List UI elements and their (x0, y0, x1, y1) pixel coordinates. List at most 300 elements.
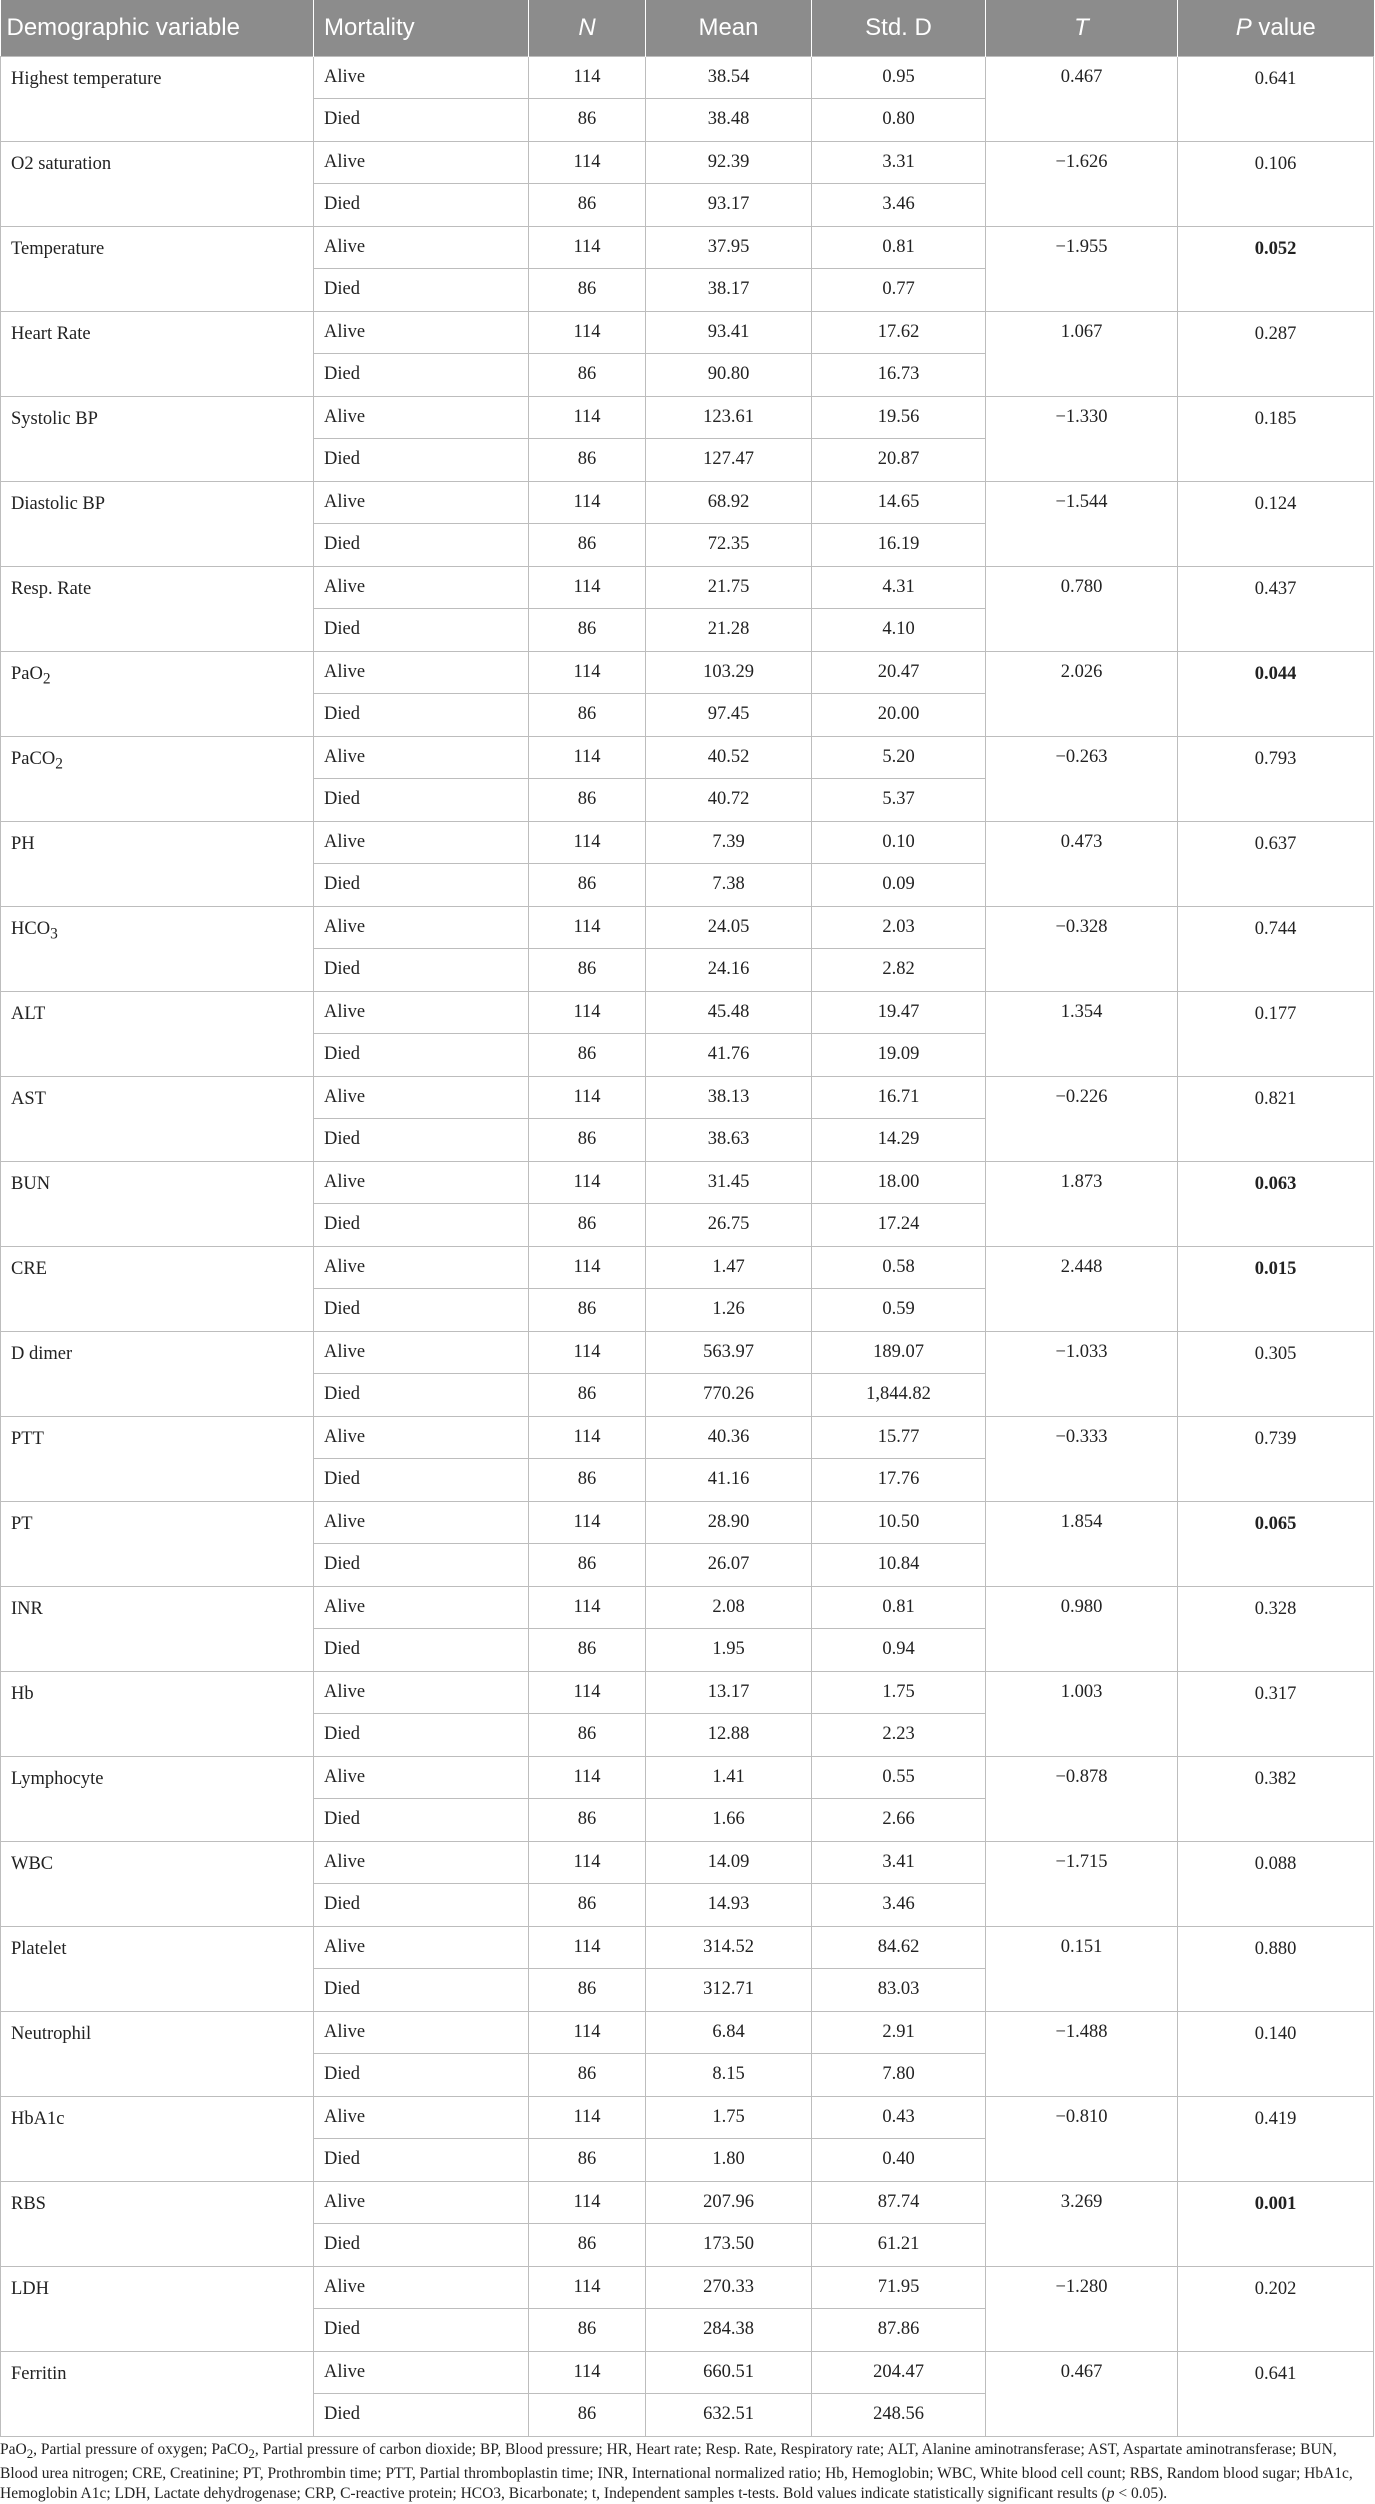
n-cell: 86 (529, 1714, 646, 1757)
mean-cell: 93.17 (646, 184, 812, 227)
n-cell: 86 (529, 1799, 646, 1842)
mortality-cell: Alive (314, 2181, 529, 2224)
variable-name: WBC (11, 1853, 54, 1874)
variable-name: Diastolic BP (11, 493, 106, 514)
n-cell: 86 (529, 694, 646, 737)
table-footnote (0, 2440, 1373, 2504)
std-cell: 87.74 (812, 2181, 986, 2224)
variable-cell (1, 1841, 314, 1926)
variable-subscript: 2 (55, 755, 63, 773)
mortality-cell: Died (314, 1034, 529, 1077)
t-cell: 0.473 (986, 821, 1178, 864)
mortality-cell: Alive (314, 2011, 529, 2054)
t-cell-empty (986, 1119, 1178, 1162)
table-row (1, 2266, 1374, 2309)
t-cell: 0.467 (986, 2351, 1178, 2394)
mean-cell: 270.33 (646, 2266, 812, 2309)
p-value-cell: 0.437 (1178, 566, 1374, 651)
std-cell: 10.84 (812, 1544, 986, 1587)
mortality-cell: Alive (314, 1586, 529, 1629)
mean-cell: 1.47 (646, 1246, 812, 1289)
std-cell: 3.31 (812, 141, 986, 184)
p-value-cell: 0.088 (1178, 1841, 1374, 1926)
n-cell: 86 (529, 1204, 646, 1247)
header-mortality: Mortality (314, 0, 529, 56)
p-value-cell: 0.821 (1178, 1076, 1374, 1161)
n-cell: 114 (529, 651, 646, 694)
table-row (1, 1416, 1374, 1459)
variable-name: PaO (11, 663, 43, 684)
std-cell: 2.23 (812, 1714, 986, 1757)
header-p-rest: value (1251, 13, 1316, 41)
n-cell: 86 (529, 949, 646, 992)
variable-cell (1, 821, 314, 906)
mean-cell: 24.16 (646, 949, 812, 992)
table-row (1, 1841, 1374, 1884)
header-p-letter: P (1235, 13, 1252, 41)
n-cell: 86 (529, 1374, 646, 1417)
mortality-cell: Died (314, 2309, 529, 2352)
variable-name: Systolic BP (11, 408, 98, 429)
mortality-cell: Alive (314, 1756, 529, 1799)
mortality-cell: Alive (314, 1161, 529, 1204)
std-cell: 0.40 (812, 2139, 986, 2182)
variable-cell (1, 1756, 314, 1841)
mean-cell: 38.48 (646, 99, 812, 142)
std-cell: 17.24 (812, 1204, 986, 1247)
n-cell: 86 (529, 2394, 646, 2437)
t-cell: −1.488 (986, 2011, 1178, 2054)
mean-cell: 1.95 (646, 1629, 812, 1672)
n-cell: 114 (529, 56, 646, 99)
std-cell: 83.03 (812, 1969, 986, 2012)
mean-cell: 123.61 (646, 396, 812, 439)
t-cell: 0.780 (986, 566, 1178, 609)
t-cell: −1.626 (986, 141, 1178, 184)
variable-subscript: 3 (50, 925, 58, 943)
mean-cell: 45.48 (646, 991, 812, 1034)
n-cell: 114 (529, 1331, 646, 1374)
variable-cell (1, 1331, 314, 1416)
footnote-pao: PaO (0, 2441, 27, 2458)
t-cell: 1.873 (986, 1161, 1178, 1204)
variable-cell (1, 1416, 314, 1501)
variable-cell (1, 1246, 314, 1331)
variable-cell (1, 1161, 314, 1246)
mean-cell: 127.47 (646, 439, 812, 482)
n-cell: 114 (529, 2096, 646, 2139)
t-cell-empty (986, 2054, 1178, 2097)
p-value-cell: 0.063 (1178, 1161, 1374, 1246)
variable-cell (1, 651, 314, 736)
mean-cell: 14.09 (646, 1841, 812, 1884)
t-cell-empty (986, 1459, 1178, 1502)
std-cell: 248.56 (812, 2394, 986, 2437)
footnote-abbreviations: , Partial pressure of carbon dioxide; BP, Blood pressure; HR, Heart rate; Resp. Rate, Respiratory rate; ALT, Alanine aminotransferase; AST, Aspartate aminotransferase; BUN, Blood urea nitrogen; CRE, Creatinine; PT, Prothrombin time; PTT, Partial thromboplastin time; INR, International normalized ratio; Hb, Hemoglobin; WBC, White blood cell count; RBS, Random blood sugar; HbA1c, Hemoglobin A1c; LDH, Lactate dehydrogenase; CRP, C-reactive protein; HCO3, Bicarbonate; t, Independent samples t-tests. Bold values indicate statistically significant results ( (0, 2441, 1353, 2503)
table-row (1, 2011, 1374, 2054)
mortality-cell: Died (314, 609, 529, 652)
std-cell: 17.76 (812, 1459, 986, 1502)
p-value-cell: 0.124 (1178, 481, 1374, 566)
mean-cell: 1.80 (646, 2139, 812, 2182)
mean-cell: 38.63 (646, 1119, 812, 1162)
p-value-cell: 0.202 (1178, 2266, 1374, 2351)
header-row (1, 0, 1374, 56)
t-cell: 0.467 (986, 56, 1178, 99)
table-row (1, 2096, 1374, 2139)
mortality-cell: Died (314, 864, 529, 907)
variable-cell (1, 566, 314, 651)
mean-cell: 28.90 (646, 1501, 812, 1544)
table-row (1, 141, 1374, 184)
table-row (1, 481, 1374, 524)
variable-cell (1, 1671, 314, 1756)
variable-cell (1, 311, 314, 396)
std-cell: 0.81 (812, 1586, 986, 1629)
mortality-cell: Died (314, 1629, 529, 1672)
n-cell: 86 (529, 1289, 646, 1332)
table-row (1, 1926, 1374, 1969)
mortality-cell: Died (314, 524, 529, 567)
mean-cell: 38.13 (646, 1076, 812, 1119)
variable-name: PTT (11, 1428, 44, 1449)
std-cell: 19.47 (812, 991, 986, 1034)
t-cell-empty (986, 1629, 1178, 1672)
n-cell: 114 (529, 226, 646, 269)
std-cell: 3.41 (812, 1841, 986, 1884)
table-row (1, 821, 1374, 864)
variable-cell (1, 906, 314, 991)
mortality-cell: Died (314, 1204, 529, 1247)
mortality-cell: Died (314, 1884, 529, 1927)
mean-cell: 8.15 (646, 2054, 812, 2097)
mean-cell: 563.97 (646, 1331, 812, 1374)
mortality-cell: Died (314, 1459, 529, 1502)
mortality-cell: Alive (314, 311, 529, 354)
t-cell: −0.810 (986, 2096, 1178, 2139)
std-cell: 0.43 (812, 2096, 986, 2139)
variable-cell (1, 991, 314, 1076)
mean-cell: 314.52 (646, 1926, 812, 1969)
mortality-cell: Died (314, 694, 529, 737)
std-cell: 17.62 (812, 311, 986, 354)
table-row (1, 566, 1374, 609)
variable-name: INR (11, 1598, 43, 1619)
mortality-cell: Died (314, 99, 529, 142)
mean-cell: 103.29 (646, 651, 812, 694)
mean-cell: 37.95 (646, 226, 812, 269)
mortality-cell: Alive (314, 56, 529, 99)
n-cell: 114 (529, 1756, 646, 1799)
variable-name: Temperature (11, 238, 105, 259)
std-cell: 20.87 (812, 439, 986, 482)
t-cell-empty (986, 1289, 1178, 1332)
t-cell: −0.333 (986, 1416, 1178, 1459)
t-cell-empty (986, 1969, 1178, 2012)
t-cell-empty (986, 524, 1178, 567)
t-cell: 2.448 (986, 1246, 1178, 1289)
t-cell-empty (986, 1204, 1178, 1247)
mean-cell: 72.35 (646, 524, 812, 567)
n-cell: 86 (529, 2054, 646, 2097)
std-cell: 0.59 (812, 1289, 986, 1332)
mortality-cell: Died (314, 1714, 529, 1757)
variable-name: Lymphocyte (11, 1768, 104, 1789)
variable-name: AST (11, 1088, 46, 1109)
n-cell: 86 (529, 184, 646, 227)
mean-cell: 7.38 (646, 864, 812, 907)
mortality-cell: Died (314, 1799, 529, 1842)
p-value-cell: 0.739 (1178, 1416, 1374, 1501)
table-row (1, 1671, 1374, 1714)
n-cell: 114 (529, 1671, 646, 1714)
n-cell: 114 (529, 906, 646, 949)
mortality-cell: Alive (314, 566, 529, 609)
table-row (1, 736, 1374, 779)
t-cell-empty (986, 1884, 1178, 1927)
std-cell: 0.09 (812, 864, 986, 907)
p-value-cell: 0.001 (1178, 2181, 1374, 2266)
n-cell: 86 (529, 524, 646, 567)
variable-name: O2 saturation (11, 153, 112, 174)
table-row (1, 56, 1374, 99)
t-cell-empty (986, 99, 1178, 142)
variable-name: Resp. Rate (11, 578, 92, 599)
t-cell: 0.151 (986, 1926, 1178, 1969)
header-std-d: Std. D (812, 0, 986, 56)
std-cell: 0.94 (812, 1629, 986, 1672)
mortality-cell: Alive (314, 1926, 529, 1969)
mean-cell: 93.41 (646, 311, 812, 354)
mortality-cell: Alive (314, 1076, 529, 1119)
std-cell: 0.81 (812, 226, 986, 269)
p-value-cell: 0.287 (1178, 311, 1374, 396)
t-cell: −0.878 (986, 1756, 1178, 1799)
n-cell: 86 (529, 1544, 646, 1587)
p-value-cell: 0.106 (1178, 141, 1374, 226)
mortality-cell: Alive (314, 2096, 529, 2139)
variable-name: HCO (11, 918, 51, 939)
std-cell: 2.91 (812, 2011, 986, 2054)
variable-cell (1, 481, 314, 566)
n-cell: 86 (529, 439, 646, 482)
footnote-tail: < 0.05). (1114, 2485, 1168, 2503)
p-value-cell: 0.419 (1178, 2096, 1374, 2181)
p-value-cell: 0.052 (1178, 226, 1374, 311)
std-cell: 14.65 (812, 481, 986, 524)
mortality-cell: Died (314, 779, 529, 822)
mean-cell: 1.26 (646, 1289, 812, 1332)
n-cell: 86 (529, 864, 646, 907)
n-cell: 114 (529, 991, 646, 1034)
mean-cell: 41.16 (646, 1459, 812, 1502)
mean-cell: 2.08 (646, 1586, 812, 1629)
n-cell: 114 (529, 2266, 646, 2309)
table-row (1, 1076, 1374, 1119)
variable-cell (1, 226, 314, 311)
variable-cell (1, 141, 314, 226)
mortality-cell: Died (314, 2224, 529, 2267)
table-row (1, 1501, 1374, 1544)
n-cell: 86 (529, 1034, 646, 1077)
t-cell-empty (986, 1544, 1178, 1587)
mortality-cell: Died (314, 1119, 529, 1162)
mortality-cell: Alive (314, 736, 529, 779)
t-cell-empty (986, 609, 1178, 652)
p-value-cell: 0.641 (1178, 56, 1374, 141)
t-cell: 1.854 (986, 1501, 1178, 1544)
std-cell: 0.95 (812, 56, 986, 99)
n-cell: 86 (529, 269, 646, 312)
table-row (1, 226, 1374, 269)
n-cell: 86 (529, 2139, 646, 2182)
variable-name: Heart Rate (11, 323, 91, 344)
std-cell: 10.50 (812, 1501, 986, 1544)
p-value-cell: 0.880 (1178, 1926, 1374, 2011)
mean-cell: 40.36 (646, 1416, 812, 1459)
std-cell: 61.21 (812, 2224, 986, 2267)
mortality-cell: Died (314, 1969, 529, 2012)
variable-name: Highest temperature (11, 68, 162, 89)
n-cell: 86 (529, 779, 646, 822)
table-row (1, 2181, 1374, 2224)
table-row (1, 1246, 1374, 1289)
n-cell: 86 (529, 354, 646, 397)
n-cell: 86 (529, 1884, 646, 1927)
variable-name: Hb (11, 1683, 34, 1704)
p-value-cell: 0.744 (1178, 906, 1374, 991)
variable-name: D dimer (11, 1343, 73, 1364)
std-cell: 189.07 (812, 1331, 986, 1374)
mortality-cell: Alive (314, 481, 529, 524)
variable-name: ALT (11, 1003, 46, 1024)
mean-cell: 1.66 (646, 1799, 812, 1842)
p-value-cell: 0.015 (1178, 1246, 1374, 1331)
mortality-cell: Died (314, 439, 529, 482)
mean-cell: 770.26 (646, 1374, 812, 1417)
n-cell: 114 (529, 141, 646, 184)
n-cell: 114 (529, 1161, 646, 1204)
mean-cell: 7.39 (646, 821, 812, 864)
header-p-value (1178, 0, 1374, 56)
mortality-cell: Alive (314, 226, 529, 269)
t-cell: −0.263 (986, 736, 1178, 779)
n-cell: 114 (529, 2011, 646, 2054)
variable-name: PT (11, 1513, 33, 1534)
header-mean: Mean (646, 0, 812, 56)
t-cell-empty (986, 439, 1178, 482)
p-value-cell: 0.382 (1178, 1756, 1374, 1841)
mortality-cell: Died (314, 2139, 529, 2182)
mortality-cell: Alive (314, 1671, 529, 1714)
t-cell: −1.715 (986, 1841, 1178, 1884)
mean-cell: 173.50 (646, 2224, 812, 2267)
p-value-cell: 0.793 (1178, 736, 1374, 821)
mortality-cell: Alive (314, 906, 529, 949)
variable-cell (1, 1926, 314, 2011)
std-cell: 2.03 (812, 906, 986, 949)
p-value-cell: 0.177 (1178, 991, 1374, 1076)
std-cell: 5.20 (812, 736, 986, 779)
std-cell: 3.46 (812, 1884, 986, 1927)
t-cell: 2.026 (986, 651, 1178, 694)
mean-cell: 207.96 (646, 2181, 812, 2224)
p-value-cell: 0.317 (1178, 1671, 1374, 1756)
std-cell: 71.95 (812, 2266, 986, 2309)
t-cell-empty (986, 694, 1178, 737)
variable-cell (1, 2181, 314, 2266)
header-t: T (986, 0, 1178, 56)
variable-cell (1, 2351, 314, 2436)
mortality-cell: Alive (314, 2266, 529, 2309)
mortality-cell: Alive (314, 821, 529, 864)
std-cell: 15.77 (812, 1416, 986, 1459)
t-cell-empty (986, 2309, 1178, 2352)
mean-cell: 312.71 (646, 1969, 812, 2012)
t-cell-empty (986, 1799, 1178, 1842)
n-cell: 114 (529, 1841, 646, 1884)
t-cell: −1.955 (986, 226, 1178, 269)
variable-name: PH (11, 833, 35, 854)
mortality-cell: Died (314, 2054, 529, 2097)
mortality-cell: Alive (314, 1246, 529, 1289)
std-cell: 14.29 (812, 1119, 986, 1162)
n-cell: 114 (529, 2181, 646, 2224)
mean-cell: 38.54 (646, 56, 812, 99)
n-cell: 114 (529, 1586, 646, 1629)
std-cell: 0.10 (812, 821, 986, 864)
mean-cell: 26.07 (646, 1544, 812, 1587)
mortality-cell: Alive (314, 141, 529, 184)
mean-cell: 14.93 (646, 1884, 812, 1927)
mean-cell: 97.45 (646, 694, 812, 737)
variable-name: RBS (11, 2193, 46, 2214)
t-cell-empty (986, 1374, 1178, 1417)
std-cell: 84.62 (812, 1926, 986, 1969)
variable-name: HbA1c (11, 2108, 65, 2129)
table-row (1, 1331, 1374, 1374)
t-cell-empty (986, 949, 1178, 992)
t-cell: −1.033 (986, 1331, 1178, 1374)
p-value-cell: 0.065 (1178, 1501, 1374, 1586)
n-cell: 86 (529, 2224, 646, 2267)
mortality-cell: Alive (314, 1416, 529, 1459)
mean-cell: 92.39 (646, 141, 812, 184)
std-cell: 16.73 (812, 354, 986, 397)
table-row (1, 1756, 1374, 1799)
mortality-cell: Died (314, 949, 529, 992)
n-cell: 114 (529, 1076, 646, 1119)
mean-cell: 38.17 (646, 269, 812, 312)
mortality-cell: Alive (314, 991, 529, 1034)
variable-name: Platelet (11, 1938, 67, 1959)
std-cell: 18.00 (812, 1161, 986, 1204)
n-cell: 114 (529, 1501, 646, 1544)
p-value-cell: 0.328 (1178, 1586, 1374, 1671)
variable-cell (1, 56, 314, 141)
variable-cell (1, 1586, 314, 1671)
t-cell: −0.226 (986, 1076, 1178, 1119)
mean-cell: 21.75 (646, 566, 812, 609)
mean-cell: 68.92 (646, 481, 812, 524)
std-cell: 16.19 (812, 524, 986, 567)
t-cell: −1.544 (986, 481, 1178, 524)
table-row (1, 991, 1374, 1034)
mean-cell: 13.17 (646, 1671, 812, 1714)
mean-cell: 21.28 (646, 609, 812, 652)
table-body (1, 56, 1374, 2436)
header-n: N (529, 0, 646, 56)
